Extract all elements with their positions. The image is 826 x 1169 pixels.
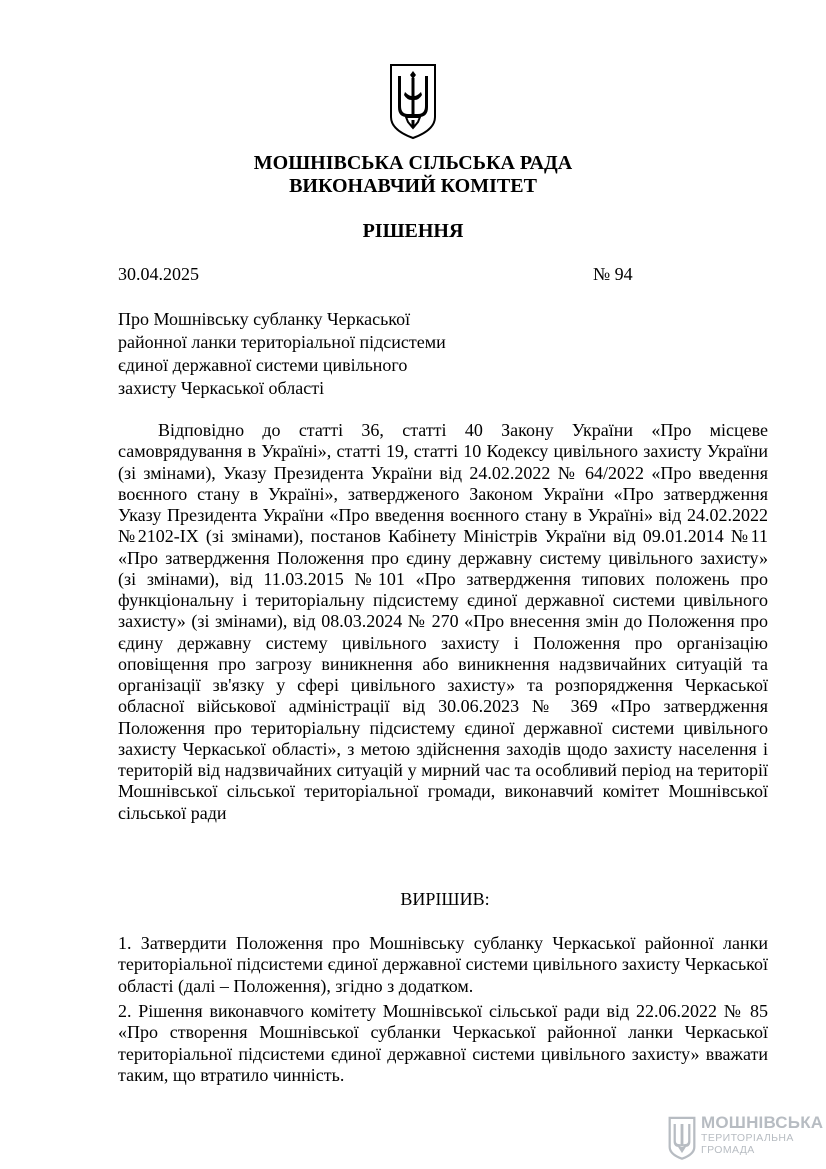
document-type: РІШЕННЯ xyxy=(362,220,464,242)
tryzub-icon xyxy=(668,1116,696,1160)
subject-line: єдиної державної системи цивільного xyxy=(118,355,408,375)
preamble-paragraph: Відповідно до статті 36, статті 40 Закону України «Про місцеве самоврядування в Україні», статті 19, статті 10 Кодексу цивільного захисту України (зі змінами), Указу Президента України від 24.02.2022 № 64/2022 «Про введення воєнного стану в Україні», затвердженого Законом України «Про затвердження Указу Президента України «Про введення воєнного стану в Україні» від 24.02.2022 №2102-IX (зі змінами), постанов Кабінету Міністрів України від 09.01.2014 №11 «Про затвердження Положення про єдину державну систему цивільного захисту» (зі змінами), від 11.03.2015 №101 «Про затвердження типових положень про функціональну і територіальну підсистему єдиної державної системи цивільного захисту» (зі змінами), від 08.03.2024 № 270 «Про внесення змін до Положення про єдину державну систему цивільного захисту і Положення про організацію оповіщення про загрозу виникнення або виникнення надзвичайних ситуацій та організації зв'язку у сфері цивільного захисту» та розпорядження Черкаської обласної військової адміністрації від 30.06.2023 № 369 «Про затвердження Положення про територіальну підсистему єдиної державної системи цивільного захисту Черкаської області», з метою здійснення заходів щодо захисту населення і територій від надзвичайних ситуацій у мирний час та особливий період на території Мошнівської сільської територіальної громади, виконавчий комітет Мошнівської сільської ради xyxy=(118,420,768,823)
community-logo xyxy=(668,1113,824,1162)
logo-line-2: ТЕРИТОРІАЛЬНА xyxy=(701,1132,794,1144)
logo-line-3: ГРОМАДА xyxy=(701,1144,755,1156)
decision-subject xyxy=(118,308,488,400)
committee-name: ВИКОНАВЧИЙ КОМІТЕТ xyxy=(289,175,537,197)
decided-heading: ВИРІШИВ: xyxy=(400,889,490,909)
decision-item-1: 1. Затвердити Положення про Мошнівську субланку Черкаської районної ланки територіальної підсистеми єдиної державної системи цивільного захисту Черкаської області (далі – Положення), згідно з додатком. xyxy=(118,933,768,996)
logo-line-1: МОШНІВСЬКА xyxy=(701,1113,824,1132)
subject-line: районної ланки територіальної підсистеми xyxy=(118,332,446,352)
subject-line: Про Мошнівську субланку Черкаської xyxy=(118,309,411,329)
decision-number: № 94 xyxy=(593,264,633,284)
decision-date: 30.04.2025 xyxy=(118,264,199,284)
subject-line: захисту Черкаської області xyxy=(118,378,325,398)
decision-item-2: 2. Рішення виконавчого комітету Мошнівської сільської ради від 22.06.2022 № 85 «Про створення Мошнівської субланки Черкаської районної ланки Черкаської територіальної підсистеми єдиної державної системи цивільного захисту» вважати таким, що втратило чинність. xyxy=(118,1001,768,1085)
council-name: МОШНІВСЬКА СІЛЬСЬКА РАДА xyxy=(253,152,573,174)
community-logo-text xyxy=(701,1114,823,1156)
tryzub-icon xyxy=(388,62,438,140)
